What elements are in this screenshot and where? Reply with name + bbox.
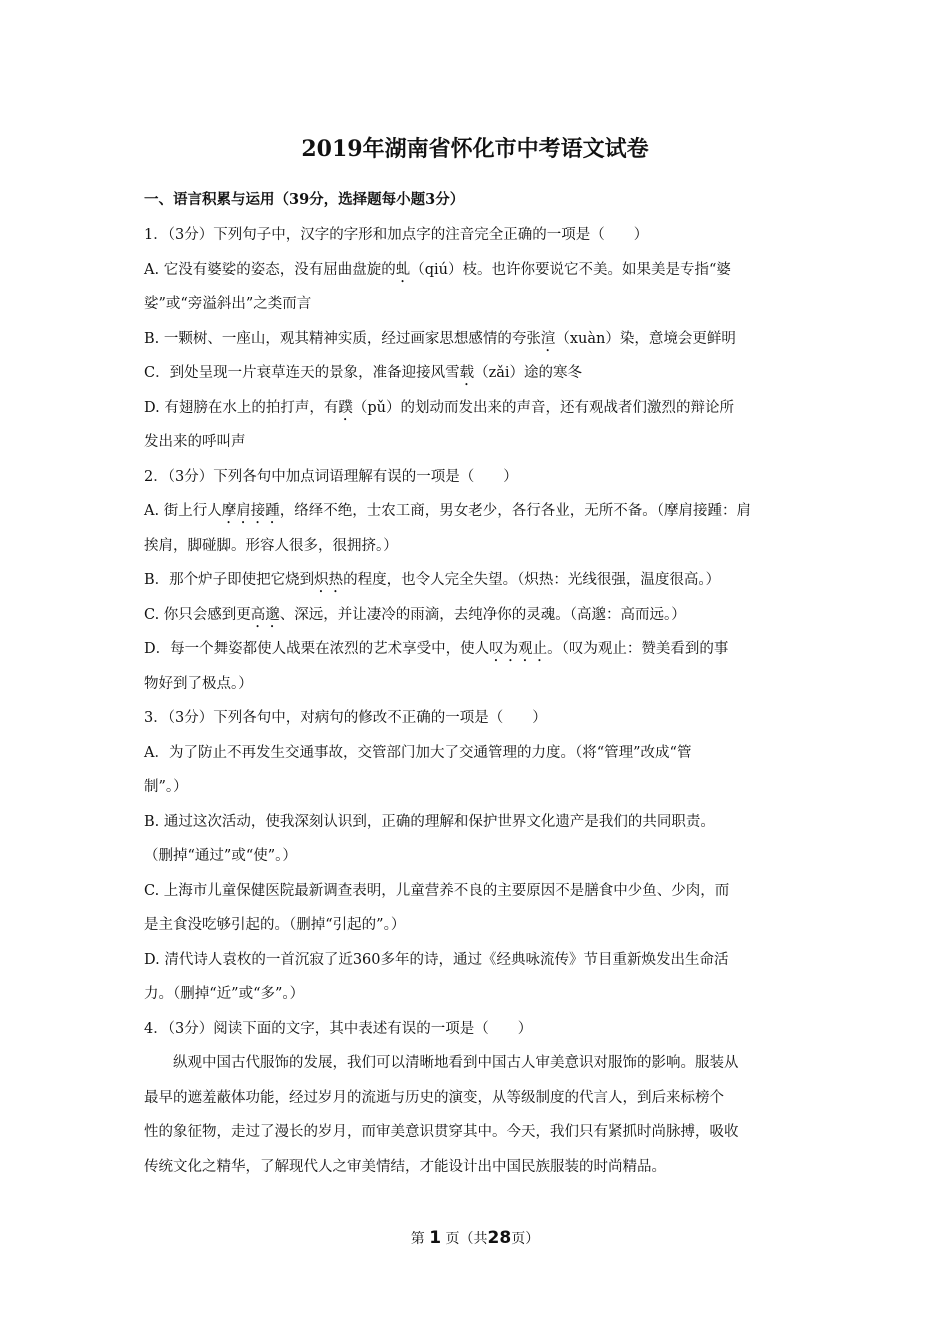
question-2-option-a — [144, 494, 808, 529]
option-text: D. 有翅膀在水上的拍打声，有 — [144, 399, 339, 416]
question-2-option-c — [144, 598, 808, 633]
question-3-option-b-cont: （删掉“通过”或“使”。） — [144, 848, 297, 864]
dotted-character: 载 — [459, 365, 475, 381]
option-text: 的程度，也令人完全失望。（炽热：光线很强，温度很高。） — [343, 572, 721, 588]
footer-middle: 页（共 — [445, 1231, 488, 1247]
question-4-stem: 4．（3分）阅读下面的文字，其中表述有误的一项是（ ） — [144, 1020, 533, 1037]
passage-line: 性的象征物，走过了漫长的岁月，而审美意识贯穿其中。今天，我们只有紧抓时尚脉搏，吸收 — [144, 1124, 739, 1140]
question-1-option-a-cont: 娑”或“旁溢斜出”之类而言 — [144, 296, 312, 312]
question-2-option-d-cont: 物好到了极点。） — [144, 675, 253, 692]
option-text: （qiú）枝。也许你要说它不美。如果美是专指“婆 — [410, 261, 731, 278]
question-3-option-c: C. 上海市儿童保健医院最新调查表明，儿童营养不良的主要原因不是膳食中少鱼、少肉，而 — [144, 882, 730, 899]
question-3-option-d: D. 清代诗人袁枚的一首沉寂了近360多年的诗，通过《经典咏流传》节目重新焕发出生命活 — [144, 951, 729, 968]
dotted-character: 蹼 — [338, 399, 353, 416]
footer-prefix: 第 — [410, 1231, 425, 1247]
dotted-word: 高邈 — [250, 606, 280, 623]
option-text: ，络绎不绝，士农工商，男女老少，各行各业，无所不备。（摩肩接踵：肩 — [279, 503, 751, 519]
section-heading: 一、语言积累与运用（39分，选择题每小题3分） — [144, 191, 465, 208]
question-3-option-c-cont: 是主食没吃够引起的。（删掉“引起的”。） — [144, 917, 406, 933]
option-text: B. 一颗树、一座山，观其精神实质，经过画家思想感情的夸张 — [144, 330, 541, 347]
exam-content — [144, 186, 808, 1184]
question-1-stem: 1．（3分）下列句子中，汉字的字形和加点字的注音完全正确的一项是（ ） — [144, 227, 649, 243]
option-text: C．到处呈现一片衰草连天的景象，准备迎接风雪 — [144, 365, 460, 381]
question-2-stem: 2．（3分）下列各句中加点词语理解有误的一项是（ ） — [144, 468, 518, 485]
option-text: D．每一个舞姿都使人战栗在浓烈的艺术享受中，使人 — [144, 641, 490, 657]
question-1-option-d — [144, 391, 808, 426]
page-footer — [0, 1228, 950, 1248]
question-2-option-b — [144, 563, 808, 598]
dotted-word: 叹为观止 — [489, 641, 548, 657]
footer-suffix: 页） — [511, 1231, 540, 1247]
dotted-word: 炽热 — [314, 572, 344, 588]
total-pages-number: 28 — [487, 1228, 512, 1248]
question-3-option-a-cont: 制”。） — [144, 779, 188, 795]
current-page-number: 1 — [429, 1228, 442, 1248]
option-text: C. 你只会感到更 — [144, 606, 251, 623]
page-title: 2019年湖南省怀化市中考语文试卷 — [301, 136, 649, 162]
option-text: A. 它没有婆娑的姿态，没有屈曲盘旋的 — [144, 261, 396, 278]
question-1-option-c — [144, 356, 808, 391]
option-text: 。（叹为观止：赞美看到的事 — [547, 641, 729, 657]
question-1-option-a — [144, 253, 808, 288]
passage-line: 传统文化之精华，了解现代人之审美情结，才能设计出中国民族服装的时尚精品。 — [144, 1158, 666, 1175]
passage-line: 纵观中国古代服饰的发展，我们可以清晰地看到中国古人审美意识对服饰的影响。服装从 — [173, 1055, 739, 1071]
question-1-option-d-cont: 发出来的呼叫声 — [144, 434, 246, 450]
question-2-option-a-cont: 挨肩，脚碰脚。形容人很多，很拥挤。） — [144, 537, 398, 554]
option-text: A. 街上行人 — [144, 503, 222, 519]
option-text: B．那个炉子即使把它烧到 — [144, 572, 315, 588]
question-1-option-b — [144, 322, 808, 357]
dotted-character: 渲 — [540, 330, 556, 347]
question-3-option-b: B. 通过这次活动，使我深刻认识到，正确的理解和保护世界文化遗产是我们的共同职责。 — [144, 813, 715, 830]
option-text: （zǎi）途的寒冬 — [474, 365, 583, 381]
question-2-option-d — [144, 632, 808, 667]
dotted-character: 虬 — [395, 261, 411, 278]
question-3-option-a: A．为了防止不再发生交通事故，交管部门加大了交通管理的力度。（将“管理”改成“管 — [144, 744, 692, 761]
option-text: （xuàn）染，意境会更鲜明 — [555, 330, 736, 347]
dotted-word: 摩肩接踵 — [221, 503, 280, 519]
question-3-stem: 3．（3分）下列各句中，对病句的修改不正确的一项是（ ） — [144, 710, 547, 726]
question-3-option-d-cont: 力。（删掉“近”或“多”。） — [144, 986, 305, 1002]
passage-line: 最早的遮羞蔽体功能，经过岁月的流逝与历史的演变，从等级制度的代言人，到后来标榜个 — [144, 1089, 724, 1106]
option-text: 、深远，并让凄冷的雨滴，去纯净你的灵魂。（高邈：高而远。） — [279, 606, 686, 623]
option-text: （pǔ）的划动而发出来的声音，还有观战者们激烈的辩论所 — [352, 399, 734, 416]
